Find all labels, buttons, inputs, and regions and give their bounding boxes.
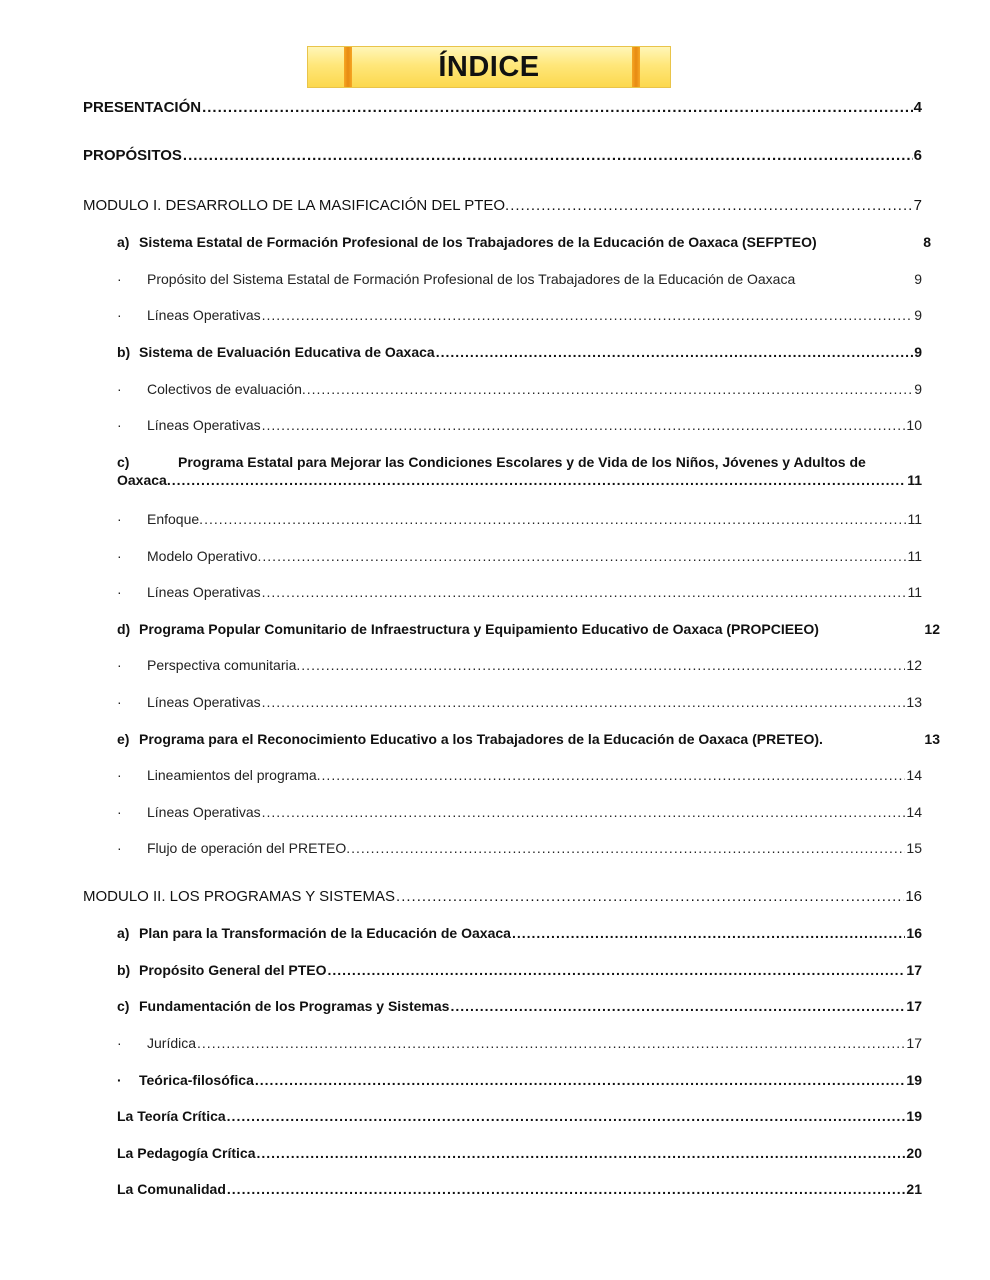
toc-entry[interactable] (117, 657, 922, 673)
bullet-icon: · (117, 381, 122, 397)
toc-leader (256, 1145, 905, 1161)
toc-entry-label: Programa Estatal para Mejorar las Condiciones Escolares y de Vida de los Niños, Jóvenes y Adultos de (178, 454, 866, 470)
toc-entry[interactable] (117, 1145, 922, 1161)
toc-entry[interactable] (117, 962, 922, 978)
toc-page-number: 17 (906, 1035, 922, 1051)
toc-page-number: 17 (906, 962, 922, 978)
toc-entry[interactable] (117, 840, 922, 856)
toc-leader (262, 307, 914, 323)
toc-entry[interactable] (117, 925, 922, 941)
toc-page-number: 16 (905, 888, 922, 905)
toc-entry[interactable] (117, 584, 922, 600)
toc-entry-marker: d) (117, 621, 131, 637)
toc-entry[interactable] (117, 767, 922, 783)
toc-leader (307, 381, 913, 397)
bullet-icon: · (117, 694, 122, 710)
toc-entry-label: Jurídica (147, 1035, 197, 1051)
toc-entry-label: Modelo Operativo. (147, 548, 262, 564)
toc-entry[interactable] (117, 694, 922, 710)
toc-page-number: 12 (906, 657, 922, 673)
toc-entry[interactable] (117, 804, 922, 820)
toc-page-number: 19 (906, 1108, 922, 1124)
toc-leader (262, 694, 906, 710)
toc-entry[interactable] (83, 147, 922, 164)
toc-leader (450, 998, 905, 1014)
toc-entry-marker: b) (117, 344, 131, 360)
toc-entry-label: Líneas Operativas (147, 694, 261, 710)
toc-entry[interactable] (83, 197, 922, 214)
toc-page-number: 16 (906, 925, 922, 941)
toc-leader (351, 840, 905, 856)
toc-page-number: 4 (913, 99, 922, 116)
toc-leader (172, 472, 906, 488)
toc-entry[interactable] (117, 548, 922, 564)
bullet-icon: · (117, 548, 122, 564)
bullet-icon: · (117, 511, 122, 527)
toc-entry-label: Lineamientos del programa. (147, 767, 321, 783)
toc-entry-marker: a) (117, 234, 130, 250)
toc-entry[interactable] (117, 731, 940, 747)
toc-leader (262, 804, 906, 820)
toc-leader (436, 344, 914, 360)
toc-leader (327, 962, 905, 978)
toc-entry[interactable] (117, 271, 922, 287)
toc-page-number: 6 (913, 147, 922, 164)
toc-page-number: 11 (907, 584, 922, 600)
toc-page-number: 8 (923, 234, 931, 250)
toc-entry[interactable] (117, 381, 922, 397)
toc-entry-label: La Comunalidad (117, 1181, 226, 1197)
toc-entry[interactable] (117, 511, 922, 527)
toc-entry-label: PRESENTACIÓN (83, 99, 202, 116)
toc-entry-label: Líneas Operativas (147, 584, 261, 600)
toc-entry[interactable] (117, 417, 922, 433)
toc-entry-marker: a) (117, 925, 130, 941)
toc-page-number: 17 (906, 998, 922, 1014)
toc-leader (510, 197, 912, 214)
toc-leader (202, 99, 913, 116)
toc-leader (262, 584, 907, 600)
toc-page-number: 12 (924, 621, 940, 637)
toc-entry-label: Líneas Operativas (147, 417, 261, 433)
toc-entry[interactable] (117, 621, 940, 637)
toc-entry-label: Programa Popular Comunitario de Infraestructura y Equipamiento Educativo de Oaxaca (PROPCIEEO) (139, 621, 819, 637)
toc-leader (227, 1181, 906, 1197)
toc-entry-label-continued: Oaxaca. (117, 472, 171, 488)
toc-entry-label: MODULO II. LOS PROGRAMAS Y SISTEMAS (83, 888, 396, 905)
toc-entry[interactable] (83, 99, 922, 116)
toc-page-number: 13 (924, 731, 940, 747)
page-title: ÍNDICE (438, 51, 540, 83)
bullet-icon: · (117, 767, 122, 783)
toc-entry-label: Perspectiva comunitaria. (147, 657, 301, 673)
toc-page-number: 7 (913, 197, 922, 214)
toc-leader (301, 657, 905, 673)
toc-page-number: 9 (914, 381, 922, 397)
bullet-icon: · (117, 804, 122, 820)
bullet-icon: · (117, 271, 122, 287)
toc-entry[interactable] (117, 234, 931, 250)
toc-entry[interactable] (117, 1035, 922, 1051)
toc-entry[interactable] (117, 1181, 922, 1197)
toc-leader (262, 548, 906, 564)
toc-entry-label: Colectivos de evaluación. (147, 381, 306, 397)
toc-entry[interactable] (117, 998, 922, 1014)
toc-page-number: 9 (914, 344, 922, 360)
toc-page-number: 14 (906, 804, 922, 820)
toc-entry-label: Líneas Operativas (147, 307, 261, 323)
toc-page-number: 21 (906, 1181, 922, 1197)
toc-entry-label: La Teoría Crítica (117, 1108, 226, 1124)
toc-entry[interactable] (117, 307, 922, 323)
toc-entry-label: Fundamentación de los Programas y Sistemas (139, 998, 450, 1014)
toc-entry-label: Sistema Estatal de Formación Profesional de los Trabajadores de la Educación de Oaxaca (SEFPTEO) (139, 234, 817, 250)
toc-entry-label: Sistema de Evaluación Educativa de Oaxaca (139, 344, 435, 360)
toc-leader (322, 767, 906, 783)
toc-entry-label: MODULO I. DESARROLLO DE LA MASIFICACIÓN DEL PTEO. (83, 197, 510, 214)
bullet-icon: · (117, 307, 122, 323)
toc-entry-label: Programa para el Reconocimiento Educativo a los Trabajadores de la Educación de Oaxaca (PRETEO). (139, 731, 823, 747)
toc-page-number: 9 (914, 271, 922, 287)
toc-entry-label: La Pedagogía Crítica (117, 1145, 256, 1161)
toc-leader (197, 1035, 905, 1051)
toc-entry-label: Plan para la Transformación de la Educación de Oaxaca (139, 925, 511, 941)
toc-entry[interactable] (83, 888, 922, 905)
toc-page-number: 13 (906, 694, 922, 710)
toc-entry-marker: b) (117, 962, 131, 978)
toc-leader (183, 147, 913, 164)
toc-entry-marker: c) (117, 454, 130, 470)
toc-page-number: 11 (907, 548, 922, 564)
title-banner (307, 46, 671, 88)
toc-page-number: 11 (907, 511, 922, 527)
bullet-icon: · (117, 657, 122, 673)
bullet-icon: · (117, 1035, 122, 1051)
bullet-icon: · (117, 584, 122, 600)
toc-entry[interactable] (117, 1108, 922, 1124)
toc-page-number: 10 (906, 417, 922, 433)
toc-leader (255, 1072, 906, 1088)
toc-entry[interactable] (117, 344, 922, 360)
toc-page-number: 11 (907, 472, 922, 488)
toc-entry-label: PROPÓSITOS (83, 147, 182, 164)
toc-entry-label: Enfoque. (147, 511, 204, 527)
toc-entry-marker: e) (117, 731, 130, 747)
toc-leader (512, 925, 905, 941)
toc-entry-label: Flujo de operación del PRETEO. (147, 840, 351, 856)
bullet-icon: · (117, 417, 122, 433)
toc-page-number: 14 (906, 767, 922, 783)
toc-entry-label: Líneas Operativas (147, 804, 261, 820)
toc-leader (204, 511, 906, 527)
toc-page-number: 19 (906, 1072, 922, 1088)
toc-page-number: 15 (906, 840, 922, 856)
toc-leader (396, 888, 904, 905)
toc-entry-label: Propósito del Sistema Estatal de Formación Profesional de los Trabajadores de la Educación de Oaxaca (147, 271, 796, 287)
toc-entry-label: Propósito General del PTEO (139, 962, 327, 978)
toc-page-number: 20 (906, 1145, 922, 1161)
toc-entry[interactable] (117, 1072, 922, 1088)
toc-entry-label: Teórica-filosófica (139, 1072, 254, 1088)
toc-leader (227, 1108, 906, 1124)
bullet-icon: · (117, 1072, 122, 1088)
toc-entry[interactable] (117, 454, 922, 486)
toc-page-number: 9 (914, 307, 922, 323)
toc-entry-marker: c) (117, 998, 130, 1014)
toc-leader (262, 417, 906, 433)
bullet-icon: · (117, 840, 122, 856)
